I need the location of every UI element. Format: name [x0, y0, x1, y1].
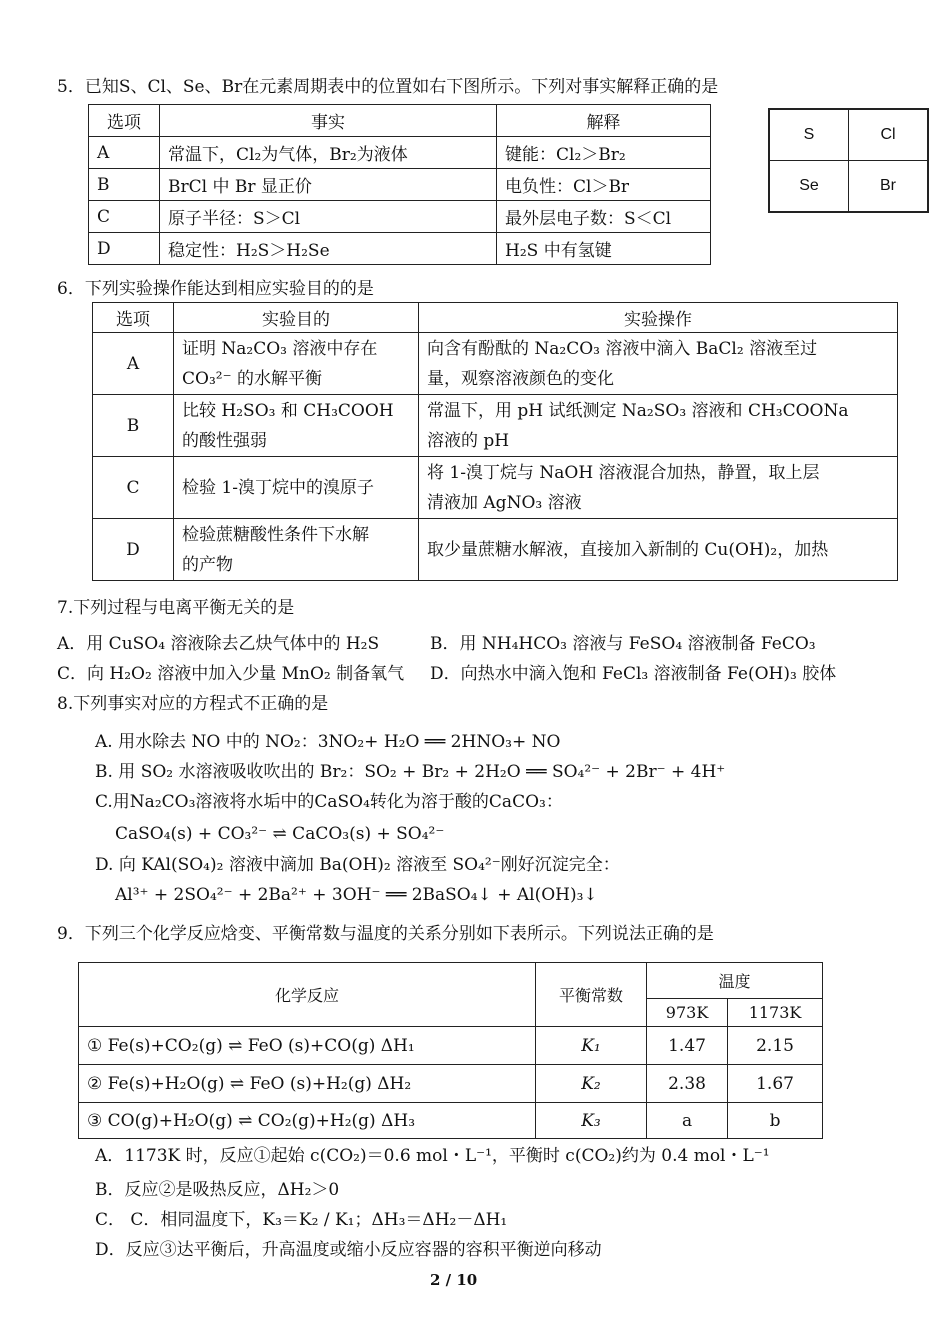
q9-value-973k: 1.47 [647, 1027, 728, 1065]
q5-header-option: 选项 [89, 105, 160, 137]
q9-value-1173k: b [728, 1103, 823, 1139]
q5-row-option: B [89, 169, 160, 201]
q6-header-option: 选项 [93, 303, 174, 333]
q6-purpose-line: 证明 Na₂CO₃ 溶液中存在 [182, 338, 378, 359]
element-cell: Cl [849, 109, 929, 161]
q9-reaction: ② Fe(s)+H₂O(g) ⇌ FeO (s)+H₂(g) ΔH₂ [79, 1065, 536, 1103]
q5-row-option: A [89, 137, 160, 169]
q6-operation-line: 量，观察溶液颜色的变化 [427, 368, 614, 389]
q8-option-b: B. 用 SO₂ 水溶液吸收吹出的 Br₂：SO₂ + Br₂ + 2H₂O ══ SO₄²⁻ + 2Br⁻ + 4H⁺ [95, 762, 726, 782]
q7-option-d: D．向热水中滴入饱和 FeCl₃ 溶液制备 Fe(OH)₃ 胶体 [430, 664, 837, 684]
q6-operation-line: 清液加 AgNO₃ 溶液 [427, 492, 582, 513]
q6-table [92, 302, 898, 581]
q9-header-reaction: 化学反应 [79, 963, 536, 1027]
q8-equation-d: Al³⁺ + 2SO₄²⁻ + 2Ba²⁺ + 3OH⁻ ══ 2BaSO₄↓ + Al(OH)₃↓ [115, 885, 598, 905]
periodic-table-fragment [768, 108, 929, 213]
q5-row-option: D [89, 233, 160, 265]
q7-option-a: A．用 CuSO₄ 溶液除去乙炔气体中的 H₂S [57, 634, 380, 654]
q5-row-fact: 稳定性：H₂S＞H₂Se [160, 233, 497, 265]
element-cell: S [769, 109, 849, 161]
q6-purpose-line: 检验 1-溴丁烷中的溴原子 [182, 477, 374, 498]
q6-operation-line: 溶液的 pH [427, 430, 510, 451]
q9-option-c: C． C．相同温度下，K₃＝K₂ / K₁；ΔH₃＝ΔH₂－ΔH₁ [95, 1210, 508, 1230]
q6-stem: 6．下列实验操作能达到相应实验目的的是 [57, 279, 374, 299]
q7-option-c: C．向 H₂O₂ 溶液中加入少量 MnO₂ 制备氧气 [57, 664, 405, 684]
q6-purpose-line: 的产物 [182, 554, 233, 575]
q9-stem: 9．下列三个化学反应焓变、平衡常数与温度的关系分别如下表所示。下列说法正确的是 [57, 924, 714, 944]
q8-equation-c: CaSO₄(s) + CO₃²⁻ ⇌ CaCO₃(s) + SO₄²⁻ [115, 824, 445, 844]
element-cell: Se [769, 161, 849, 213]
q8-option-c: C.用Na₂CO₃溶液将水垢中的CaSO₄转化为溶于酸的CaCO₃： [95, 792, 563, 812]
q9-option-d: D．反应③达平衡后，升高温度或缩小反应容器的容积平衡逆向移动 [95, 1240, 602, 1260]
q9-header-temperature: 温度 [647, 963, 823, 999]
q9-k: K₁ [536, 1027, 647, 1065]
q9-k: K₃ [536, 1103, 647, 1139]
q5-row-fact: 原子半径：S＞Cl [160, 201, 497, 233]
q5-row-fact: BrCl 中 Br 显正价 [160, 169, 497, 201]
element-cell: Br [849, 161, 929, 213]
q9-value-1173k: 2.15 [728, 1027, 823, 1065]
q6-operation-line: 取少量蔗糖水解液，直接加入新制的 Cu(OH)₂，加热 [427, 539, 829, 560]
q9-reaction: ③ CO(g)+H₂O(g) ⇌ CO₂(g)+H₂(g) ΔH₃ [79, 1103, 536, 1139]
q9-value-973k: a [647, 1103, 728, 1139]
q9-reaction: ① Fe(s)+CO₂(g) ⇌ FeO (s)+CO(g) ΔH₁ [79, 1027, 536, 1065]
q6-operation-line: 向含有酚酞的 Na₂CO₃ 溶液中滴入 BaCl₂ 溶液至过 [427, 338, 818, 359]
q6-purpose-line: 检验蔗糖酸性条件下水解 [182, 524, 369, 545]
q6-row-option: C [93, 457, 174, 519]
q6-row-option: B [93, 395, 174, 457]
q6-purpose-line: 的酸性强弱 [182, 430, 267, 451]
q9-header-k: 平衡常数 [536, 963, 647, 1027]
q5-row-explain: 键能：Cl₂＞Br₂ [497, 137, 711, 169]
q6-row-option: A [93, 333, 174, 395]
q5-row-explain: 电负性：Cl＞Br [497, 169, 711, 201]
q6-header-purpose: 实验目的 [174, 303, 419, 333]
q5-row-explain: 最外层电子数：S＜Cl [497, 201, 711, 233]
q5-table [88, 104, 711, 265]
q7-option-b: B．用 NH₄HCO₃ 溶液与 FeSO₄ 溶液制备 FeCO₃ [430, 634, 816, 654]
q6-operation-line: 将 1-溴丁烷与 NaOH 溶液混合加热，静置，取上层 [427, 462, 820, 483]
q9-value-973k: 2.38 [647, 1065, 728, 1103]
q6-operation-line: 常温下，用 pH 试纸测定 Na₂SO₃ 溶液和 CH₃COONa [427, 400, 849, 421]
q8-option-d: D. 向 KAl(SO₄)₂ 溶液中滴加 Ba(OH)₂ 溶液至 SO₄²⁻刚好沉淀完全： [95, 855, 620, 875]
q5-row-explain: H₂S 中有氢键 [497, 233, 711, 265]
q5-row-option: C [89, 201, 160, 233]
q8-option-a: A. 用水除去 NO 中的 NO₂：3NO₂+ H₂O ══ 2HNO₃+ NO [95, 732, 561, 752]
q5-row-fact: 常温下，Cl₂为气体，Br₂为液体 [160, 137, 497, 169]
q6-row-option: D [93, 519, 174, 581]
page-number: 2 / 10 [430, 1271, 478, 1289]
q9-header-1173k: 1173K [728, 999, 823, 1027]
q8-stem: 8.下列事实对应的方程式不正确的是 [57, 694, 329, 714]
q6-purpose-line: CO₃²⁻ 的水解平衡 [182, 368, 322, 389]
q7-stem: 7.下列过程与电离平衡无关的是 [57, 598, 295, 618]
q5-header-fact: 事实 [160, 105, 497, 137]
q6-header-operation: 实验操作 [419, 303, 898, 333]
q5-stem: 5．已知S、Cl、Se、Br在元素周期表中的位置如右下图所示。下列对事实解释正确的是 [57, 77, 719, 97]
q9-option-b: B．反应②是吸热反应，ΔH₂＞0 [95, 1180, 340, 1200]
q9-k: K₂ [536, 1065, 647, 1103]
q9-value-1173k: 1.67 [728, 1065, 823, 1103]
q6-purpose-line: 比较 H₂SO₃ 和 CH₃COOH [182, 400, 394, 421]
q9-header-973k: 973K [647, 999, 728, 1027]
q9-option-a: A．1173K 时，反应①起始 c(CO₂)＝0.6 mol・L⁻¹，平衡时 c(CO₂)约为 0.4 mol・L⁻¹ [95, 1146, 770, 1166]
q5-header-explain: 解释 [497, 105, 711, 137]
q9-table [78, 962, 823, 1139]
